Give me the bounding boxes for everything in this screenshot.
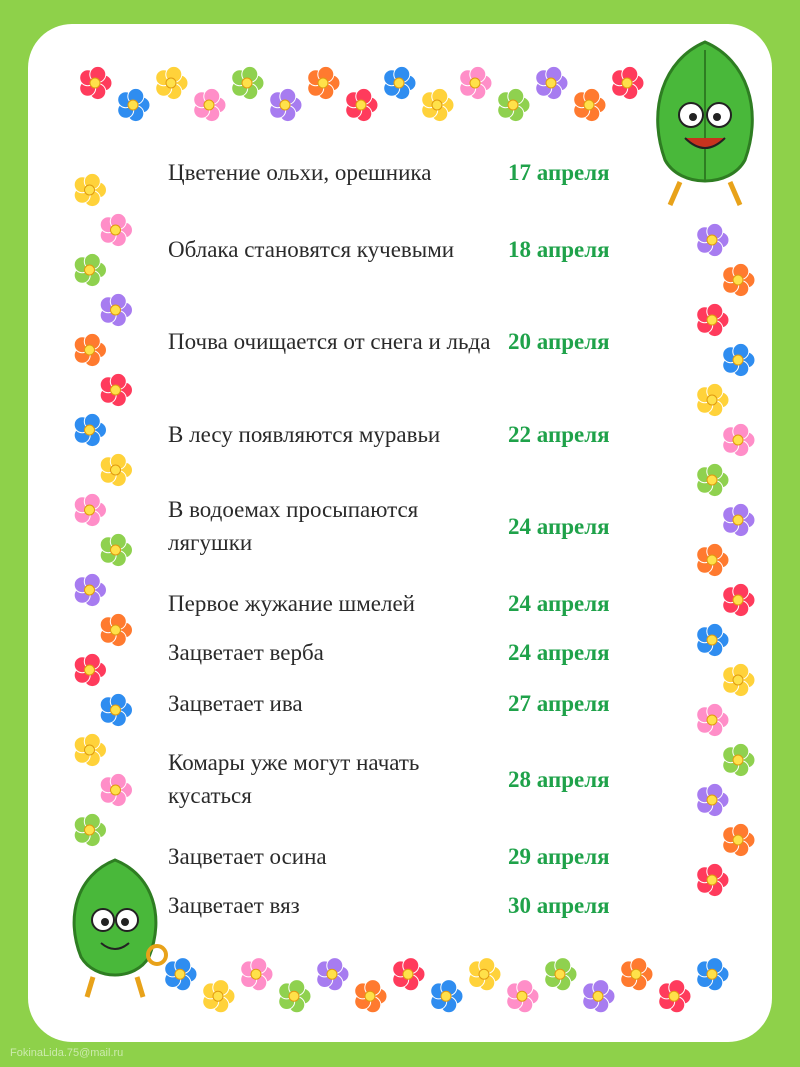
- flower-icon: [308, 66, 340, 99]
- flower-icon: [723, 263, 755, 296]
- flower-icon: [498, 88, 530, 121]
- event-date: 27 апреля: [508, 690, 610, 716]
- flower-icon: [612, 66, 644, 99]
- flower-icon: [355, 980, 387, 1013]
- event-text: Почва очищается от снега и льда: [168, 328, 491, 354]
- flower-icon: [80, 66, 112, 99]
- list-item: [168, 399, 648, 469]
- event-date: 24 апреля: [508, 513, 610, 539]
- event-text: Зацветает ива: [168, 690, 303, 716]
- watermark: FokinaLida.75@mail.ru: [10, 1047, 124, 1059]
- flower-icon: [100, 453, 132, 486]
- event-date: 28 апреля: [508, 766, 610, 792]
- event-text: В лесу появляются муравьи: [168, 421, 441, 447]
- flower-icon: [507, 980, 539, 1013]
- flower-icon: [697, 863, 729, 896]
- event-date: 22 апреля: [508, 421, 610, 447]
- flower-icon: [203, 980, 235, 1013]
- flower-icon: [659, 980, 691, 1013]
- flower-icon: [100, 533, 132, 566]
- flower-icon: [279, 980, 311, 1013]
- flower-icon: [460, 66, 492, 99]
- event-date: 24 апреля: [508, 639, 610, 665]
- event-text: Зацветает верба: [168, 639, 324, 665]
- flower-icon: [723, 743, 755, 776]
- event-date: 30 апреля: [508, 892, 610, 918]
- flower-icon: [317, 958, 349, 991]
- flower-icon: [697, 223, 729, 256]
- event-text: Цветение ольхи, орешника: [168, 159, 432, 185]
- flower-icon: [165, 958, 197, 991]
- flower-icon: [100, 613, 132, 646]
- flower-icon: [621, 958, 653, 991]
- list-item: [168, 684, 648, 722]
- flower-icon: [118, 88, 150, 121]
- flower-icon: [697, 463, 729, 496]
- event-date: 18 апреля: [508, 236, 610, 262]
- flower-icon: [100, 773, 132, 806]
- flower-icon: [384, 66, 416, 99]
- event-date: 17 апреля: [508, 159, 610, 185]
- list-item: [168, 744, 648, 814]
- list-item: [168, 837, 648, 875]
- flower-icon: [74, 493, 106, 526]
- flower-icon: [74, 173, 106, 206]
- flower-icon: [723, 583, 755, 616]
- event-date: 29 апреля: [508, 843, 610, 869]
- flower-icon: [74, 573, 106, 606]
- event-text: Комары уже могут начать кусаться: [168, 750, 420, 808]
- flower-icon: [697, 958, 729, 991]
- flower-icon: [536, 66, 568, 99]
- event-date: 20 апреля: [508, 328, 610, 354]
- flower-icon: [74, 733, 106, 766]
- list-item: [168, 584, 648, 622]
- flower-icon: [74, 653, 106, 686]
- flower-icon: [697, 783, 729, 816]
- flower-icon: [74, 413, 106, 446]
- event-text: Облака становятся кучевыми: [168, 236, 455, 262]
- list-item: [168, 633, 648, 671]
- event-text: В водоемах просыпаются лягушки: [168, 497, 419, 555]
- list-item: [168, 886, 648, 924]
- flower-icon: [723, 423, 755, 456]
- event-text: Зацветает осина: [168, 843, 327, 869]
- list-item: [168, 152, 648, 192]
- flower-icon: [723, 503, 755, 536]
- flower-icon: [583, 980, 615, 1013]
- leaf-mascot-bottom-left: [74, 860, 166, 997]
- flower-icon: [194, 88, 226, 121]
- flower-icon: [100, 213, 132, 246]
- flower-icon: [545, 958, 577, 991]
- list-item: [168, 306, 648, 376]
- flower-icon: [74, 813, 106, 846]
- event-text: Первое жужание шмелей: [168, 590, 415, 616]
- event-date: 24 апреля: [508, 590, 610, 616]
- flower-icon: [723, 343, 755, 376]
- flower-icon: [74, 333, 106, 366]
- list-item: [168, 214, 648, 284]
- flower-icon: [232, 66, 264, 99]
- flower-icon: [100, 373, 132, 406]
- flower-icon: [270, 88, 302, 121]
- flower-icon: [697, 543, 729, 576]
- flower-icon: [346, 88, 378, 121]
- event-text: Зацветает вяз: [168, 892, 300, 918]
- flower-icon: [100, 293, 132, 326]
- flower-icon: [100, 693, 132, 726]
- flower-icon: [393, 958, 425, 991]
- flower-icon: [74, 253, 106, 286]
- flower-icon: [697, 383, 729, 416]
- flower-icon: [469, 958, 501, 991]
- flower-icon: [697, 303, 729, 336]
- flower-icon: [574, 88, 606, 121]
- flower-icon: [422, 88, 454, 121]
- flower-icon: [697, 703, 729, 736]
- flower-icon: [697, 623, 729, 656]
- flower-icon: [431, 980, 463, 1013]
- flower-icon: [723, 823, 755, 856]
- flower-icon: [723, 663, 755, 696]
- list-item: [168, 491, 648, 561]
- flower-icon: [156, 66, 188, 99]
- leaf-mascot-top-right: [658, 42, 753, 205]
- flower-icon: [241, 958, 273, 991]
